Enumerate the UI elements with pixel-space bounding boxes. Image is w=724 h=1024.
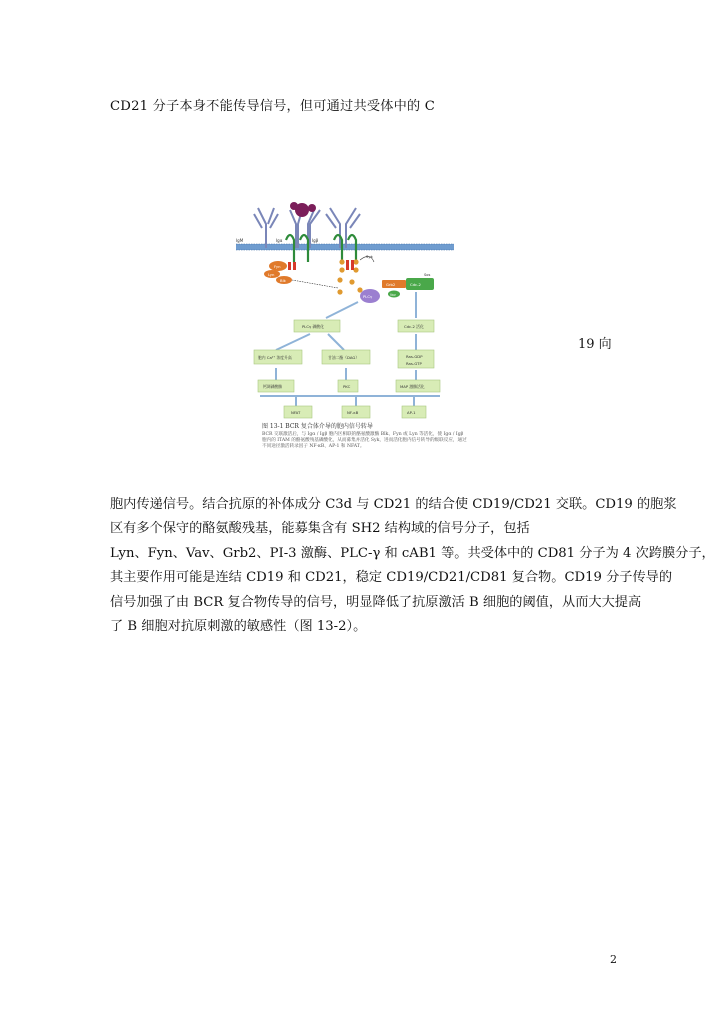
figure-description: BCR 交联激活后，与 Igα / Igβ 胞内区相联的酪氨酸激酶 Blk、Fyn 或 Lyn 等活化，使 Igα / Igβ 胞内的 ITAM 的酪氨酸残基磷酸化，从而募集并活化 Syk，进而活化胞内信号转导的级联反应，通过不同途径激活转录因子 NF-κB、AP-1 和 NFAT。 <box>262 432 467 450</box>
svg-text:AP-1: AP-1 <box>407 410 416 415</box>
svg-text:NFAT: NFAT <box>291 410 301 415</box>
svg-text:NF-κB: NF-κB <box>347 410 359 415</box>
svg-text:Cdc-2 活化: Cdc-2 活化 <box>404 324 424 329</box>
svg-text:Blk: Blk <box>280 278 286 283</box>
paragraph-line: 区有多个保守的酪氨酸残基，能募集含有 SH2 结构域的信号分子，包括 <box>110 521 530 537</box>
svg-text:Fyn: Fyn <box>274 264 281 269</box>
svg-text:Grb2: Grb2 <box>386 282 396 287</box>
top-text-line: CD21 分子本身不能传导信号，但可通过共受体中的 C <box>110 99 436 114</box>
svg-text:PLCγ: PLCγ <box>363 294 373 299</box>
svg-text:Igα: Igα <box>276 238 283 243</box>
svg-text:PLCγ 磷酸化: PLCγ 磷酸化 <box>302 324 324 329</box>
svg-text:甘油二酯（DAG）: 甘油二酯（DAG） <box>328 355 360 360</box>
page-number: 2 <box>610 953 617 966</box>
svg-text:Cdc-2: Cdc-2 <box>410 282 421 287</box>
paragraph-line: 胞内传递信号。结合抗原的补体成分 C3d 与 CD21 的结合使 CD19/CD21 交联。CD19 的胞浆 <box>110 497 677 512</box>
svg-text:Igβ: Igβ <box>312 238 319 243</box>
svg-text:Ras-GTP: Ras-GTP <box>406 361 422 366</box>
svg-text:Vav: Vav <box>390 293 396 297</box>
svg-text:钙调磷酸酶: 钙调磷酸酶 <box>263 384 282 389</box>
body-paragraph <box>110 493 715 639</box>
paragraph-line: Lyn、Fyn、Vav、Grb2、PI-3 激酶、PLC-γ 和 cAB1 等。共受体中的 CD81 分子为 4 次跨膜分子， <box>110 545 715 561</box>
svg-text:IgM: IgM <box>236 238 244 243</box>
svg-text:Ras-GDP: Ras-GDP <box>406 354 423 359</box>
bcr-signaling-diagram <box>230 200 460 420</box>
figure-caption: 图 13-1 BCR 复合体介导的胞内信号转导 <box>262 423 373 430</box>
paragraph-line: 其主要作用可能是连结 CD19 和 CD21，稳定 CD19/CD21/CD81 复合物。CD19 分子传导的 <box>110 570 673 586</box>
side-text: 19 向 <box>578 337 612 352</box>
phosphorylation-sites <box>337 259 362 294</box>
svg-text:Sos: Sos <box>424 273 431 277</box>
paragraph-line: 了 B 细胞对抗原刺激的敏感性（图 13-2）。 <box>110 619 367 635</box>
svg-text:胞内 Ca²⁺ 浓度升高: 胞内 Ca²⁺ 浓度升高 <box>258 355 292 360</box>
paragraph-line: 信号加强了由 BCR 复合物传导的信号，明显降低了抗原激活 B 细胞的阈值，从而大大提高 <box>110 594 642 610</box>
svg-text:MAP 激酶活化: MAP 激酶活化 <box>400 384 425 389</box>
ig-receptor-left <box>254 208 278 248</box>
svg-text:Lyn: Lyn <box>268 272 275 277</box>
svg-text:PKC: PKC <box>343 384 351 389</box>
svg-text:Syk: Syk <box>366 254 373 259</box>
